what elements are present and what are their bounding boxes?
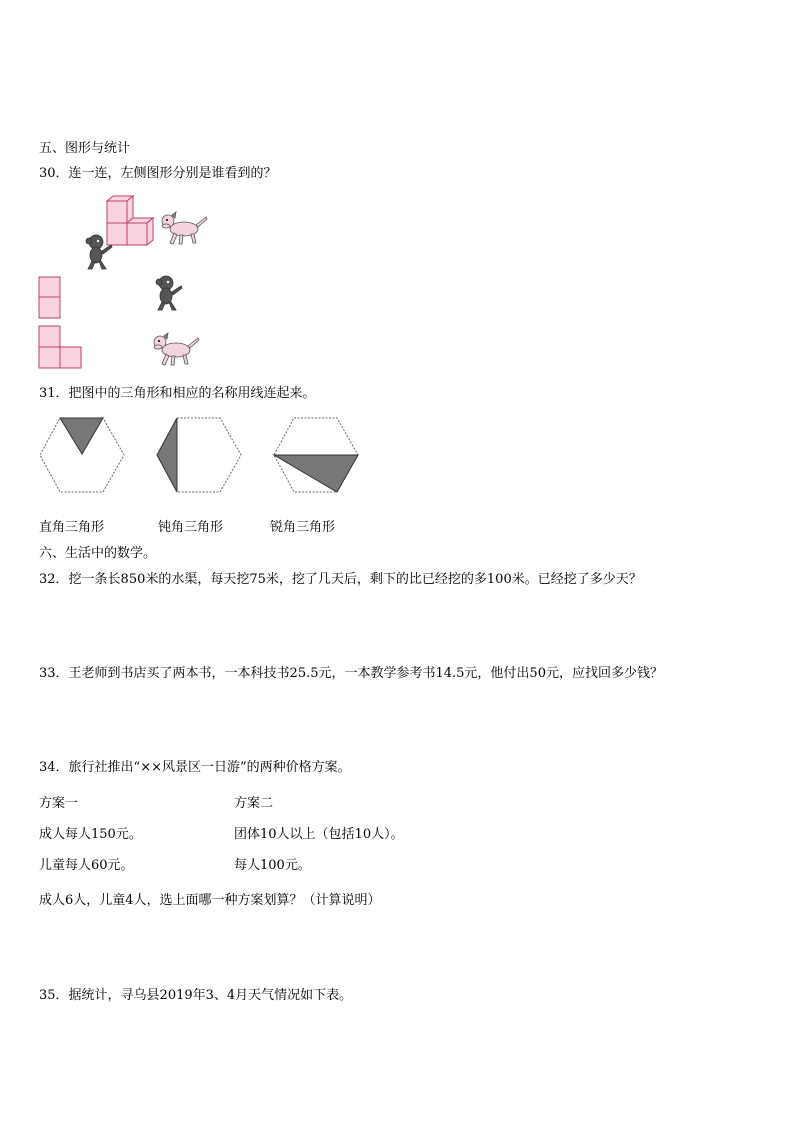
monkey-icon xyxy=(80,233,116,273)
plan1-title: 方案一 xyxy=(39,796,79,811)
question-31: 31．把图中的三角形和相应的名称用线连起来。 xyxy=(39,386,316,401)
view-two-stacked-squares xyxy=(38,276,62,320)
section-heading-5: 五、图形与统计 xyxy=(39,141,131,156)
question-33: 33．王老师到书店买了两本书，一本科技书25.5元，一本教学参考书14.5元，他付出50元，应找回多少钱？ xyxy=(39,666,663,681)
plan2-line2: 每人100元。 xyxy=(234,858,311,873)
label-right-triangle: 直角三角形 xyxy=(39,520,105,535)
plan1-line1: 成人每人150元。 xyxy=(39,827,142,842)
plan1-line2: 儿童每人60元。 xyxy=(39,858,134,873)
hexagon-right-triangle xyxy=(38,415,128,495)
hexagon-acute-triangle xyxy=(272,415,362,495)
question-34: 34．旅行社推出“××风景区一日游”的两种价格方案。 xyxy=(39,760,351,775)
plan2-title: 方案二 xyxy=(234,796,274,811)
question-34-ask: 成人6人，儿童4人，选上面哪一种方案划算？（计算说明） xyxy=(39,893,381,908)
dog-icon xyxy=(150,330,202,368)
section-heading-6: 六、生活中的数学。 xyxy=(39,546,157,561)
plan2-line1: 团体10人以上（包括10人）。 xyxy=(234,827,404,842)
question-30: 30．连一连，左侧图形分别是谁看到的？ xyxy=(39,166,277,181)
view-l-shape-squares xyxy=(38,325,84,370)
dog-icon xyxy=(158,209,210,247)
label-acute-triangle: 锐角三角形 xyxy=(270,520,336,535)
question-32: 32．挖一条长850米的水渠，每天挖75米，挖了几天后，剩下的比已经挖的多100米。已经挖了多少天？ xyxy=(39,572,642,587)
hexagon-obtuse-triangle xyxy=(155,415,245,495)
monkey-icon xyxy=(150,274,186,314)
label-obtuse-triangle: 钝角三角形 xyxy=(158,520,224,535)
question-35: 35．据统计，寻乌县2019年3、4月天气情况如下表。 xyxy=(39,988,353,1003)
